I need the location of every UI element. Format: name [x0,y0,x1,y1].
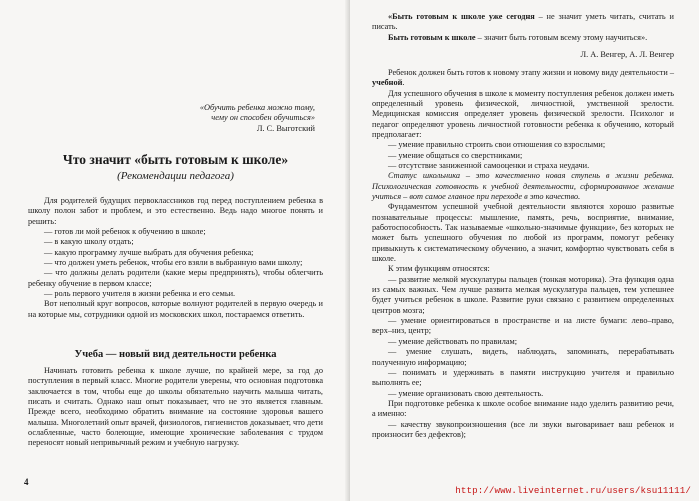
watermark-url: http://www.liveinternet.ru/users/ksu11111/ [455,485,691,496]
section-paragraph: Начинать готовить ребенка к школе лучше, по крайней мере, за год до поступления в первый класс. Многие родители уверены, что основная подготовка заключается в том, чтобы еще до школы обязательно научить малыша читать, писать и считать. Однако наш опыт показывает, что не это является главным. Прежде всего, необходимо обратить внимание на состояние здоровья вашего малыша. Многолетний опыт врачей, физиологов, гигиенистов доказывает, что дети ослабленные, часто болеющие, имеющие хронические заболевания с трудом переносят новый непривычный режим и учебную нагрузку. [28,366,323,448]
list-item: — готов ли мой ребенок к обучению в школе; [44,227,206,237]
intro-block [28,196,323,320]
list-item: — умение действовать по правилам; [388,336,518,346]
left-page [0,0,349,501]
list-item: — роль первого учителя в жизни ребенка и его семьи. [44,289,236,299]
paragraph: Для успешного обучения в школе к моменту поступления ребенок должен иметь определенный уровень физической, личностной, умственной зрелости. Медицинская комиссия определяет уровень физической зрелости. Психолог и педагог определяют уровень личностной готовности ребенка к обучению, который предполагает: [372,88,674,139]
quote-authors: Л. А. Венгер, А. Л. Венгер [580,49,674,59]
paragraph-text: Ребенок должен быть готов к новому этапу жизни и новому виду деятельности – [388,67,674,77]
page-title: Что значит «быть готовым к школе» [62,152,289,167]
epigraph-line: чему он способен обучиться» [211,113,315,123]
list-item: — умение слушать, видеть, наблюдать, запоминать, перерабатывать полученную информацию; [372,347,674,367]
italic-paragraph: Статус школьника – это качественно новая ступень в жизни ребенка. Психологическая готовность к учебной деятельности, сформированное желание учиться – вот самое главное при переходе в это качество. [372,171,674,202]
list-item: — что должны делать родители (какие меры предпринять), чтобы облегчить ребенку обучение в первом классе; [28,268,323,288]
quote-text: – значит быть готовым всему этому научиться». [475,32,648,42]
section-body [28,366,323,449]
epigraph [165,103,315,134]
quote-bold: Быть готовым к школе [388,32,476,42]
quote-bold: «Быть готовым к школе уже сегодня [388,12,535,21]
bold-term: учебной [372,78,403,88]
quote-line [372,12,674,33]
list-item: — какую программу лучше выбрать для обучения ребенка; [44,247,254,257]
paragraph: К этим функциям относятся: [388,264,490,274]
page-number: 4 [24,477,29,487]
epigraph-author: Л. С. Выготский [256,123,315,133]
right-page [350,0,699,501]
paragraph: При подготовке ребенка к школе особое внимание надо уделить развитию речи, а именно: [372,398,674,419]
list-item: — отсутствие заниженной самооценки и страха неудачи. [388,160,590,170]
list-item: — качеству звукопроизношения (все ли звуки выговаривает ваш ребенок и произносит без дефектов); [372,419,674,439]
list-item: — умение ориентироваться в пространстве и на листе бумаги: лево–право, верх–низ, центр; [372,316,674,336]
intro-paragraph: Для родителей будущих первоклассников год перед поступлением ребенка в школу полон забот и проблем, и это естественно. Ведь надо многое понять и решить: [28,196,323,226]
closing-paragraph: Вот неполный круг вопросов, которые волнуют родителей в первую очередь и на которые мы, сотрудники одной из московских школ, постараемся ответить. [28,299,323,319]
list-item: — умение организовать свою деятельность. [388,388,544,398]
paragraph-text: . [402,78,405,88]
quote-line [372,33,674,43]
right-column [372,12,674,440]
page-subtitle: (Рекомендации педагога) [117,170,234,182]
section-heading: Учеба — новый вид деятельности ребенка [74,349,277,360]
list-item: — умение правильно строить свои отношения со взрослыми; [388,140,606,150]
list-item: — умение общаться со сверстниками; [388,150,523,160]
list-item: — что должен уметь ребенок, чтобы его взяли в выбранную вами школу; [44,258,303,268]
quote-text: – не значит уметь читать, считать и писать. [372,12,674,32]
paragraph [372,68,674,89]
list-item: — в какую школу отдать; [44,237,134,247]
epigraph-line: «Обучить ребенка можно тому, [199,103,315,112]
list-item: — развитие мелкой мускулатуры пальцев (тонкая моторика). Эта функция одна из самых важных. Чем лучше развита мелкая мускулатура пальцев, тем успешнее будет учиться ребенок в школе. Развитие руки связано с развитием определенных центров мозга; [372,274,674,315]
paragraph: Фундаментом успешной учебной деятельности являются хорошо развитые познавательные процессы: мышление, память, речь, восприятие, внимание, работоспособность. Так называемые «школьно-значимые функции», без которых не может быть успешного обучения по любой из программ, помогут ребенку привыкнуть к систематическому обучению, а значит, комфортно чувствовать себя в школе. [372,202,674,264]
list-item: — понимать и удерживать в памяти инструкцию учителя и правильно выполнять ее; [372,367,674,388]
